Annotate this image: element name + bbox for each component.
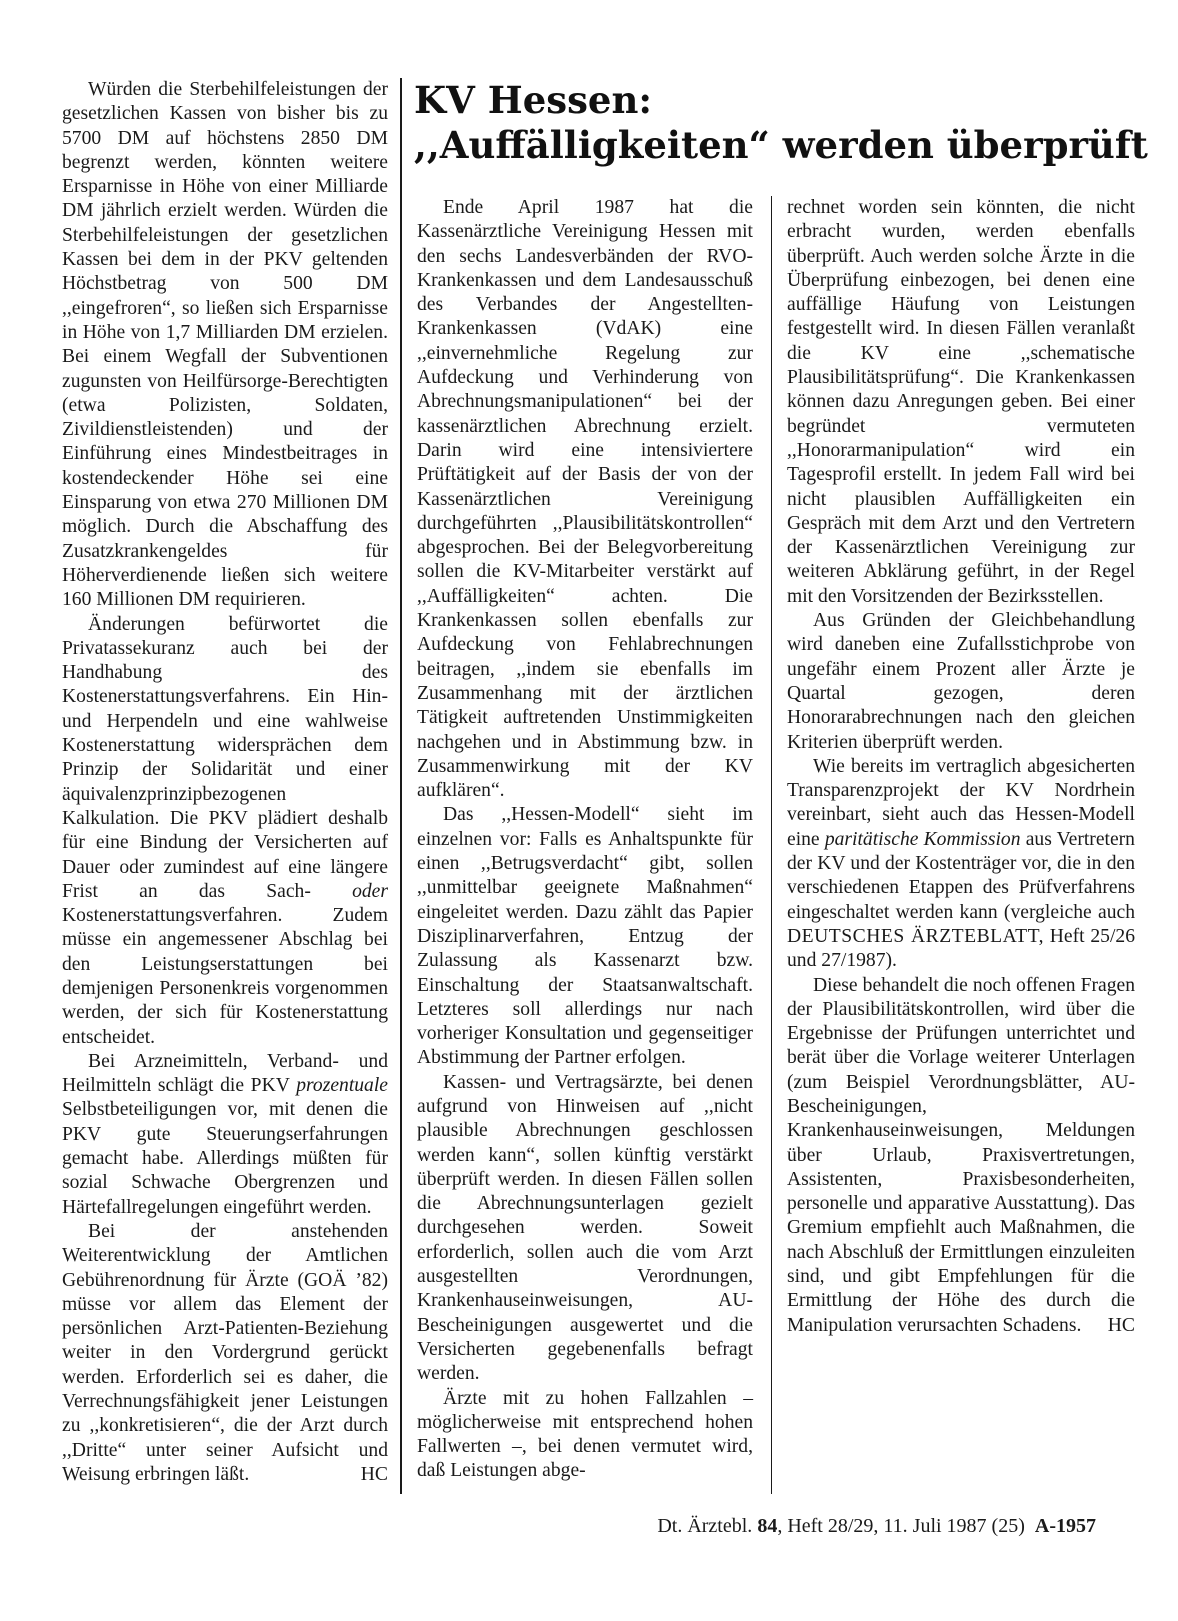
journal-name: DEUTSCHES ÄRZTEBLATT,: [787, 925, 1045, 947]
paragraph: Bei Arzneimitteln, Verband- und Heilmitteln schlägt die PKV prozentuale Selbstbeteiligungen vor, mit denen die PKV gute Steuerungserfahrungen gemacht habe. Allerdings müßten für sozial Schwache Obergrenzen und Härtefallregelungen eingeführt werden.: [62, 1050, 388, 1218]
footer-issue: , Heft 28/29, 11. Juli 1987 (25): [777, 1515, 1025, 1537]
author-signature: HC: [360, 1463, 388, 1485]
paragraph: Wie bereits im vertraglich abgesicherten Transparenzprojekt der KV Nordrhein vereinbart, sieht auch das Hessen-Modell eine paritätische Kommission aus Vertretern der KV und der Kostenträger vor, die in den verschiedenen Etappen des Prüfverfahrens eingeschaltet werden kann (vergleiche auch DEUTSCHES ÄRZTEBLATT, Heft 25/26 und 27/1987).: [787, 755, 1135, 972]
headline-line-1: KV Hessen:: [414, 78, 653, 122]
paragraph: Würden die Sterbehilfeleistungen der gesetzlichen Kassen von bisher bis zu 5700 DM auf höchstens 2850 DM begrenzt werden, könnten weitere Ersparnisse in Höhe von einer Milliarde DM jährlich erzielt werden. Würden die Sterbehilfeleistungen der gesetzlichen Kassen bei dem in der PKV geltenden Höchstbetrag von 500 DM ,,eingefroren“, so ließen sich Ersparnisse in Höhe von 1,7 Milliarden DM erzielen. Bei einem Wegfall der Subventionen zugunsten von Heilfürsorge-Berechtigten (etwa Polizisten, Soldaten, Zivildienstleistenden) und der Einführung eines Mindestbeitrages in kostendeckender Höhe sei eine Einsparung von etwa 270 Millionen DM möglich. Durch die Abschaffung des Zusatzkrankengeldes für Höherverdienende ließen sich weitere 160 Millionen DM requirieren.: [62, 79, 388, 611]
paragraph: rechnet worden sein könnten, die nicht erbracht wurden, werden ebenfalls überprüft. Auch werden solche Ärzte in die Überprüfung einbezogen, bei denen eine auffällige Häufung von Leistungen festgestellt wird. In diesen Fällen veranlaßt die KV eine ,,schematische Plausibilitätsprüfung“. Die Krankenkassen können dazu Anregungen geben. Bei einer begründet vermuteten ,,Honorarmanipulation“ wird ein Tagesprofil erstellt. In jedem Fall wird bei nicht plausiblen Auffälligkeiten ein Gespräch mit dem Arzt und den Vertretern der Kassenärztlichen Vereinigung zur weiteren Abklärung geführt, in der Regel mit den Vorsitzenden der Bezirksstellen.: [787, 197, 1135, 607]
column-right: [787, 196, 1135, 1338]
headline-line-2: ,,Auffälligkeiten“ werden überprüft: [414, 123, 1148, 167]
page-number: A-1957: [1034, 1515, 1096, 1537]
page-footer: [657, 1515, 1096, 1538]
paragraph: Ärzte mit zu hohen Fallzahlen – möglicherweise mit entsprechend hohen Fallwerten –, bei denen vermutet wird, daß Leistungen abge-: [417, 1387, 753, 1482]
paragraph: Diese behandelt die noch offenen Fragen der Plausibilitätskontrollen, wird über die Ergebnisse der Prüfungen unterrichtet und berät über die Vorlage weiterer Unterlagen (zum Beispiel Verordnungsblätter, AU-Bescheinigungen, Krankenhauseinweisungen, Meldungen über Urlaub, Praxisvertretungen, Assistenten, Praxisbesonderheiten, personelle und apparative Ausstattung). Das Gremium empfiehlt auch Maßnahmen, die nach Abschluß der Ermittlungen einzuleiten sind, und gibt Empfehlungen für die Ermittlung der Höhe des durch die Manipulation verursachten Schadens. HC: [787, 974, 1135, 1338]
paragraph: Aus Gründen der Gleichbehandlung wird daneben eine Zufallsstichprobe von ungefähr einem Prozent aller Ärzte je Quartal gezogen, deren Honorarabrechnungen nach den gleichen Kriterien überprüft werden.: [787, 610, 1135, 753]
paragraph: Änderungen befürwortet die Privatassekuranz auch bei der Handhabung des Kostenerstattungsverfahrens. Ein Hin- und Herpendeln und eine wahlweise Kostenerstattung widersprächen dem Prinzip der Solidarität und einer äquivalenzprinzipbezogenen Kalkulation. Die PKV plädiert deshalb für eine Bindung der Versicherten auf Dauer oder zumindest auf eine längere Frist an das Sach- oder Kostenerstattungsverfahren. Zudem müsse ein angemessener Abschlag bei den Leistungserstattungen bei demjenigen Personenkreis vorgenommen werden, der sich für Kostenerstattung entscheidet.: [62, 613, 388, 1048]
column-divider-left: [400, 78, 402, 1494]
paragraph: Bei der anstehenden Weiterentwicklung der Amtlichen Gebührenordnung für Ärzte (GOÄ ’82) müsse vor allem das Element der persönlichen Arzt-Patienten-Beziehung weiter in den Vordergrund gerückt werden. Erforderlich sei es daher, die Verrechnungsfähigkeit jener Leistungen zu ,,konkretisieren“, die der Arzt durch ,,Dritte“ unter seiner Aufsicht und Weisung erbringen läßt. HC: [62, 1220, 388, 1487]
paragraph: Das ,,Hessen-Modell“ sieht im einzelnen vor: Falls es Anhaltspunkte für einen ,,Betrugsverdacht“ gibt, sollen ,,unmittelbar geeignete Maßnahmen“ eingeleitet werden. Dazu zählt das Papier Disziplinarverfahren, Entzug der Zulassung als Kassenarzt bzw. Einschaltung der Staatsanwaltschaft. Letzteres soll allerdings nur nach vorheriger Konsultation und gegenseitiger Abstimmung der Partner erfolgen.: [417, 804, 753, 1069]
column-divider-right: [771, 196, 772, 1494]
paragraph: Ende April 1987 hat die Kassenärztliche Vereinigung Hessen mit den sechs Landesverbänden der RVO-Krankenkassen und dem Landesausschuß des Verbandes der Angestellten-Krankenkassen (VdAK) eine ,,einvernehmliche Regelung zur Aufdeckung und Verhinderung von Abrechnungsmanipulationen“ bei der kassenärztlichen Abrechnung erzielt. Darin wird eine intensiviertere Prüftätigkeit auf der Basis der von der Kassenärztlichen Vereinigung durchgeführten ,,Plausibilitätskontrollen“ abgesprochen. Bei der Belegvorbereitung sollen die KV-Mitarbeiter verstärkt auf ,,Auffälligkeiten“ achten. Die Krankenkassen sollen ebenfalls zur Aufdeckung von Fehlabrechnungen beitragen, ,,indem sie ebenfalls im Zusammenhang mit der ärztlichen Tätigkeit auftretenden Unstimmigkeiten nachgehen und in Abstimmung bzw. in Zusammenwirkung mit der KV aufklären“.: [417, 197, 753, 802]
column-middle: [417, 196, 753, 1484]
footer-journal: Dt. Ärztebl.: [657, 1515, 753, 1537]
article-headline: [414, 78, 1148, 168]
column-left: [62, 78, 388, 1487]
paragraph: Kassen- und Vertragsärzte, bei denen aufgrund von Hinweisen auf ,,nicht plausible Abrechnungen geschlossen werden kann“, sollen künftig verstärkt überprüft werden. In diesen Fällen sollen die Abrechnungsunterlagen gezielt durchgesehen werden. Soweit erforderlich, sollen auch die vom Arzt ausgestellten Verordnungen, Krankenhauseinweisungen, AU-Bescheinigungen ausgewertet und die Versicherten gegebenenfalls befragt werden.: [417, 1071, 753, 1385]
footer-volume: 84: [757, 1515, 778, 1537]
author-signature: HC: [1107, 1314, 1135, 1336]
